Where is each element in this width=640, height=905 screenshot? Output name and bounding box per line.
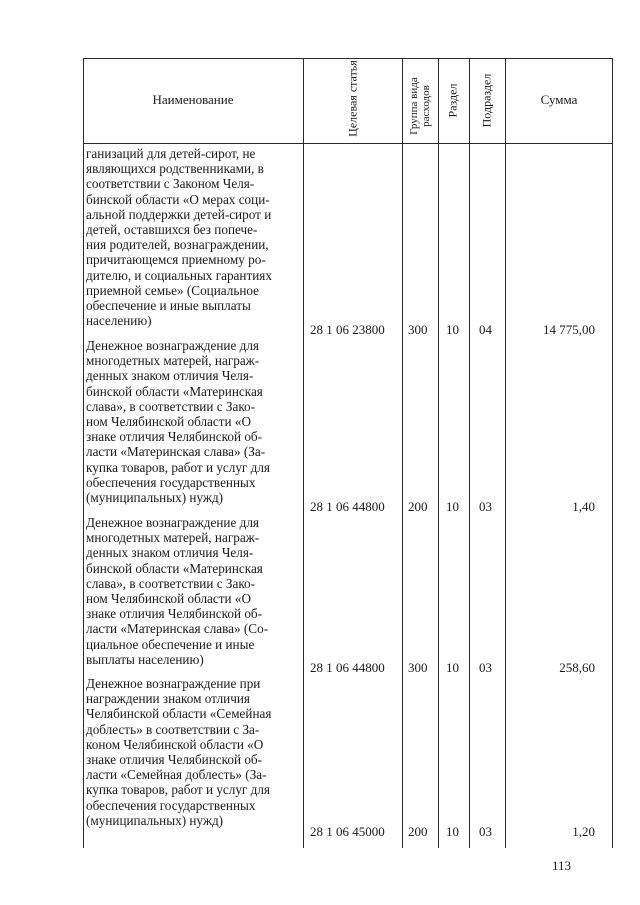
name-line: купка товаров, работ и услуг для [86,459,270,475]
name-line: денных знаком отличия Челя- [86,545,254,561]
row-subsection: 04 [479,322,492,337]
row-amount: 258,60 [559,660,595,675]
column-divider-group [438,58,439,848]
page-number: 113 [552,858,572,873]
name-line: бинской области «О мерах соци- [86,191,270,207]
header-name: Наименование [152,92,234,107]
name-line: ния родителей, вознаграждении, [86,237,269,253]
row-expense-group: 300 [408,660,428,675]
name-line: купка товаров, работ и услуг для [86,782,270,798]
name-line: дителю, и социальных гарантиях [86,267,272,283]
name-line: (муниципальных) нужд) [86,490,224,506]
name-line: ном Челябинской области «О [86,591,251,607]
name-line: ном Челябинской области «О [86,414,251,430]
name-line: денных знаком отличия Челя- [86,368,254,384]
name-line: многодетных матерей, награж- [86,353,260,369]
name-line: бинской области «Материнская [86,560,263,576]
column-divider-right [612,58,613,848]
name-line: знаке отличия Челябинской об- [86,606,263,622]
name-line: ласти «Материнская слава» (Со- [86,621,269,637]
row-subsection: 03 [479,499,492,514]
name-line: бинской области «Материнская [86,383,263,399]
name-line: Денежное вознаграждение при [86,676,261,691]
row-expense-group: 300 [408,322,428,337]
column-divider-target [402,58,403,848]
name-line: доблесть» в соответствии с За- [86,721,260,737]
row-section: 10 [446,660,459,675]
row-section: 10 [446,322,459,337]
column-divider-name [303,58,304,848]
name-line: приемной семье» (Социальное [86,282,260,298]
row-name [86,515,300,667]
row-expense-group: 200 [408,499,428,514]
header-section: Раздел [445,83,460,118]
row-amount: 1,40 [572,499,595,514]
name-line: Челябинской области «Семейная [86,706,272,722]
row-name [86,676,300,828]
name-line: знаке отличия Челябинской об- [86,752,263,768]
name-line: являющихся родственниками, в [86,161,264,177]
row-name [86,338,300,505]
header-target-item: Целевая статья [345,60,360,137]
row-section: 10 [446,499,459,514]
name-line: слава», в соответствии с Зако- [86,398,256,414]
name-line: ласти «Семейная доблесть» (За- [86,767,267,783]
name-line: ласти «Материнская слава» (За- [86,444,266,460]
row-amount: 1,20 [572,824,595,839]
header-subsection: Подраздел [479,73,494,128]
name-line: ганизаций для детей-сирот, не [86,146,256,161]
name-line: обеспечения государственных [86,474,256,490]
row-subsection: 03 [479,660,492,675]
name-line: (муниципальных) нужд) [86,812,224,828]
row-amount: 14 775,00 [543,322,595,337]
row-target-item: 28 1 06 23800 [310,322,385,337]
row-section: 10 [446,824,459,839]
name-line: циальное обеспечение и иные [86,636,255,652]
name-line: населению) [86,313,152,329]
row-expense-group: 200 [408,824,428,839]
column-divider-section [469,58,470,848]
header-bottom-border [83,143,613,144]
name-line: Денежное вознаграждение для [86,338,259,353]
name-line: выплаты населению) [86,651,204,667]
name-line: обеспечение и иные выплаты [86,298,251,314]
name-line: слава», в соответствии с Зако- [86,575,256,591]
header-expense-group: Группа вида расходов [408,77,432,135]
row-name [86,146,300,328]
row-target-item: 28 1 06 44800 [310,499,385,514]
header-amount: Сумма [540,92,578,107]
name-line: многодетных матерей, награж- [86,530,260,546]
name-line: знаке отличия Челябинской об- [86,429,263,445]
row-target-item: 28 1 06 45000 [310,824,385,839]
name-line: обеспечения государственных [86,797,256,813]
row-target-item: 28 1 06 44800 [310,660,385,675]
name-line: детей, оставшихся без попече- [86,222,258,238]
name-line: альной поддержки детей-сирот и [86,206,272,222]
column-divider-subsection [505,58,506,848]
name-line: коном Челябинской области «О [86,736,264,752]
name-line: Денежное вознаграждение для [86,515,259,530]
column-divider-left [83,58,84,848]
name-line: награждении знаком отличия [86,691,250,707]
name-line: соответствии с Законом Челя- [86,176,255,192]
name-line: причитающемся приемному ро- [86,252,266,268]
row-subsection: 03 [479,824,492,839]
